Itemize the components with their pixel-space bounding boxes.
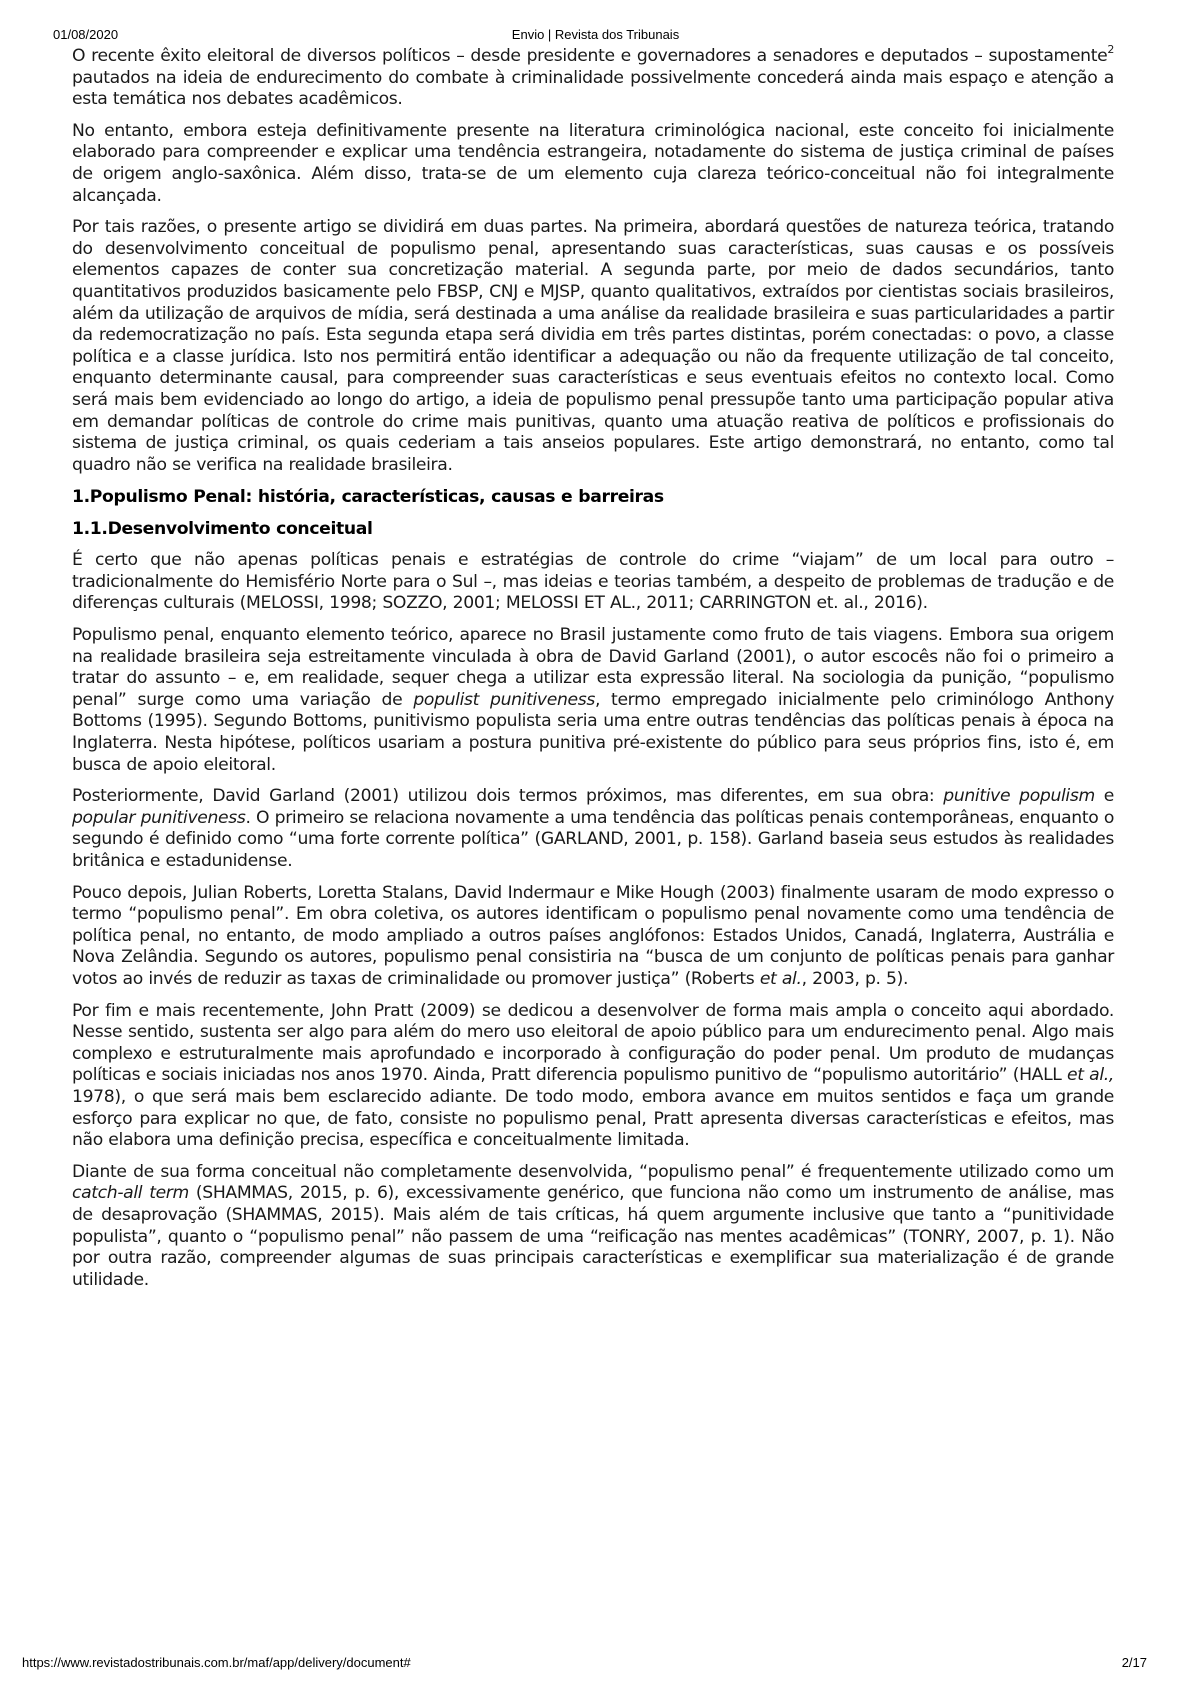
footnote-ref-2[interactable]: 2: [1107, 43, 1114, 57]
page-header: [0, 27, 1191, 43]
page-title: Envio | Revista dos Tribunais: [511, 27, 680, 42]
page-number: 2/17: [1121, 1655, 1147, 1670]
print-date: 01/08/2020: [53, 27, 119, 42]
document-url: https://www.revistadostribunais.com.br/maf/app/delivery/document#: [22, 1655, 411, 1670]
paragraph: Pouco depois, Julian Roberts, Loretta Stalans, David Indermaur e Mike Hough (2003) finalmente usaram de modo expresso o termo “populismo penal”. Em obra coletiva, os autores identificam o populismo penal novamente como uma tendência de política penal, no entanto, de modo ampliado a outros países anglófonos: Estados Unidos, Canadá, Inglaterra, Austrália e Nova Zelândia. Segundo os autores, populismo penal consistiria na “busca de um conjunto de políticas penais para ganhar votos ao invés de reduzir as taxas de criminalidade ou promover justiça” (Roberts et al., 2003, p. 5).: [72, 882, 1114, 989]
section-heading: 1.Populismo Penal: história, características, causas e barreiras: [72, 487, 664, 508]
paragraph: No entanto, embora esteja definitivamente presente na literatura criminológica nacional, este conceito foi inicialmente elaborado para compreender e explicar uma tendência estrangeira, notadamente do sistema de justiça criminal de países de origem anglo-saxônica. Além disso, trata-se de um elemento cuja clareza teórico-conceitual não foi integralmente alcançada.: [72, 120, 1114, 206]
paragraph: Por tais razões, o presente artigo se dividirá em duas partes. Na primeira, abordará questões de natureza teórica, tratando do desenvolvimento conceitual de populismo penal, apresentando suas características, suas causas e os possíveis elementos capazes de conter sua concretização material. A segunda parte, por meio de dados secundários, tanto quantitativos produzidos basicamente pelo FBSP, CNJ e MJSP, quanto qualitativos, extraídos por cientistas sociais brasileiros, além da utilização de arquivos de mídia, será destinada a uma análise da realidade brasileira e suas particularidades a partir da redemocratização no país. Esta segunda etapa será dividia em três partes distintas, porém conectadas: o povo, a classe política e a classe jurídica. Isto nos permitirá então identificar a adequação ou não da frequente utilização de tal conceito, enquanto determinante causal, para compreender suas características e seus eventuais efeitos no contexto local. Como será mais bem evidenciado ao longo do artigo, a ideia de populismo penal pressupõe tanto uma participação popular ativa em demandar políticas de controle do crime mais punitivas, quanto uma atuação reativa de políticos e profissionais do sistema de justiça criminal, os quais cederiam a tais anseios populares. Este artigo demonstrará, no entanto, como tal quadro não se verifica na realidade brasileira.: [72, 217, 1114, 475]
subsection-heading: 1.1.Desenvolvimento conceitual: [72, 519, 373, 540]
page-footer: [0, 1655, 1191, 1671]
paragraph: Diante de sua forma conceitual não completamente desenvolvida, “populismo penal” é frequentemente utilizado como um catch-all term (SHAMMAS, 2015, p. 6), excessivamente genérico, que funciona não como um instrumento de análise, mas de desaprovação (SHAMMAS, 2015). Mais além de tais críticas, há quem argumente inclusive que tanto a “punitividade populista”, quanto o “populismo penal” não passem de uma “reificação nas mentes acadêmicas” (TONRY, 2007, p. 1). Não por outra razão, compreender algumas de suas principais características e exemplificar sua materialização é de grande utilidade.: [72, 1161, 1114, 1290]
paragraph: É certo que não apenas políticas penais e estratégias de controle do crime “viajam” de um local para outro – tradicionalmente do Hemisfério Norte para o Sul –, mas ideias e teorias também, a despeito de problemas de tradução e de diferenças culturais (MELOSSI, 1998; SOZZO, 2001; MELOSSI ET AL., 2011; CARRINGTON et. al., 2016).: [72, 550, 1114, 614]
paragraph: Por fim e mais recentemente, John Pratt (2009) se dedicou a desenvolver de forma mais ampla o conceito aqui abordado. Nesse sentido, sustenta ser algo para além do mero uso eleitoral de apoio público para um endurecimento penal. Algo mais complexo e estruturalmente mais aprofundado e incorporado à configuração do poder penal. Um produto de mudanças políticas e sociais iniciadas nos anos 1970. Ainda, Pratt diferencia populismo punitivo de “populismo autoritário” (HALL et al., 1978), o que será mais bem esclarecido adiante. De todo modo, embora avance em muitos sentidos e faça um grande esforço para explicar no que, de fato, consiste no populismo penal, Pratt apresenta diversas características e efeitos, mas não elabora uma definição precisa, específica e conceitualmente limitada.: [72, 1000, 1114, 1151]
paragraph: Populismo penal, enquanto elemento teórico, aparece no Brasil justamente como fruto de tais viagens. Embora sua origem na realidade brasileira seja estreitamente vinculada à obra de David Garland (2001), o autor escocês não foi o primeiro a tratar do assunto – e, em realidade, sequer chega a utilizar esta expressão literal. Na sociologia da punição, “populismo penal” surge como uma variação de populist punitiveness, termo empregado inicialmente pelo criminólogo Anthony Bottoms (1995). Segundo Bottoms, punitivismo populista seria uma entre outras tendências das políticas penais à época na Inglaterra. Nesta hipótese, políticos usariam a postura punitiva pré-existente do público para seus próprios fins, isto é, em busca de apoio eleitoral.: [72, 625, 1115, 775]
paragraph: Posteriormente, David Garland (2001) utilizou dois termos próximos, mas diferentes, em sua obra: punitive populism e popular punitiveness. O primeiro se relaciona novamente a uma tendência das políticas penais contemporâneas, enquanto o segundo é definido como “uma forte corrente política” (GARLAND, 2001, p. 158). Garland baseia seus estudos às realidades britânica e estadunidense.: [72, 786, 1115, 871]
article-body: [72, 43, 1115, 1301]
paragraph-intro: O recente êxito eleitoral de diversos políticos – desde presidente e governadores a senadores e deputados – supostamente$^2$ pautados na ideia de endurecimento do combate à criminalidade possivelmente concederá ainda mais espaço e atenção a esta temática nos debates acadêmicos.: [72, 43, 1114, 110]
